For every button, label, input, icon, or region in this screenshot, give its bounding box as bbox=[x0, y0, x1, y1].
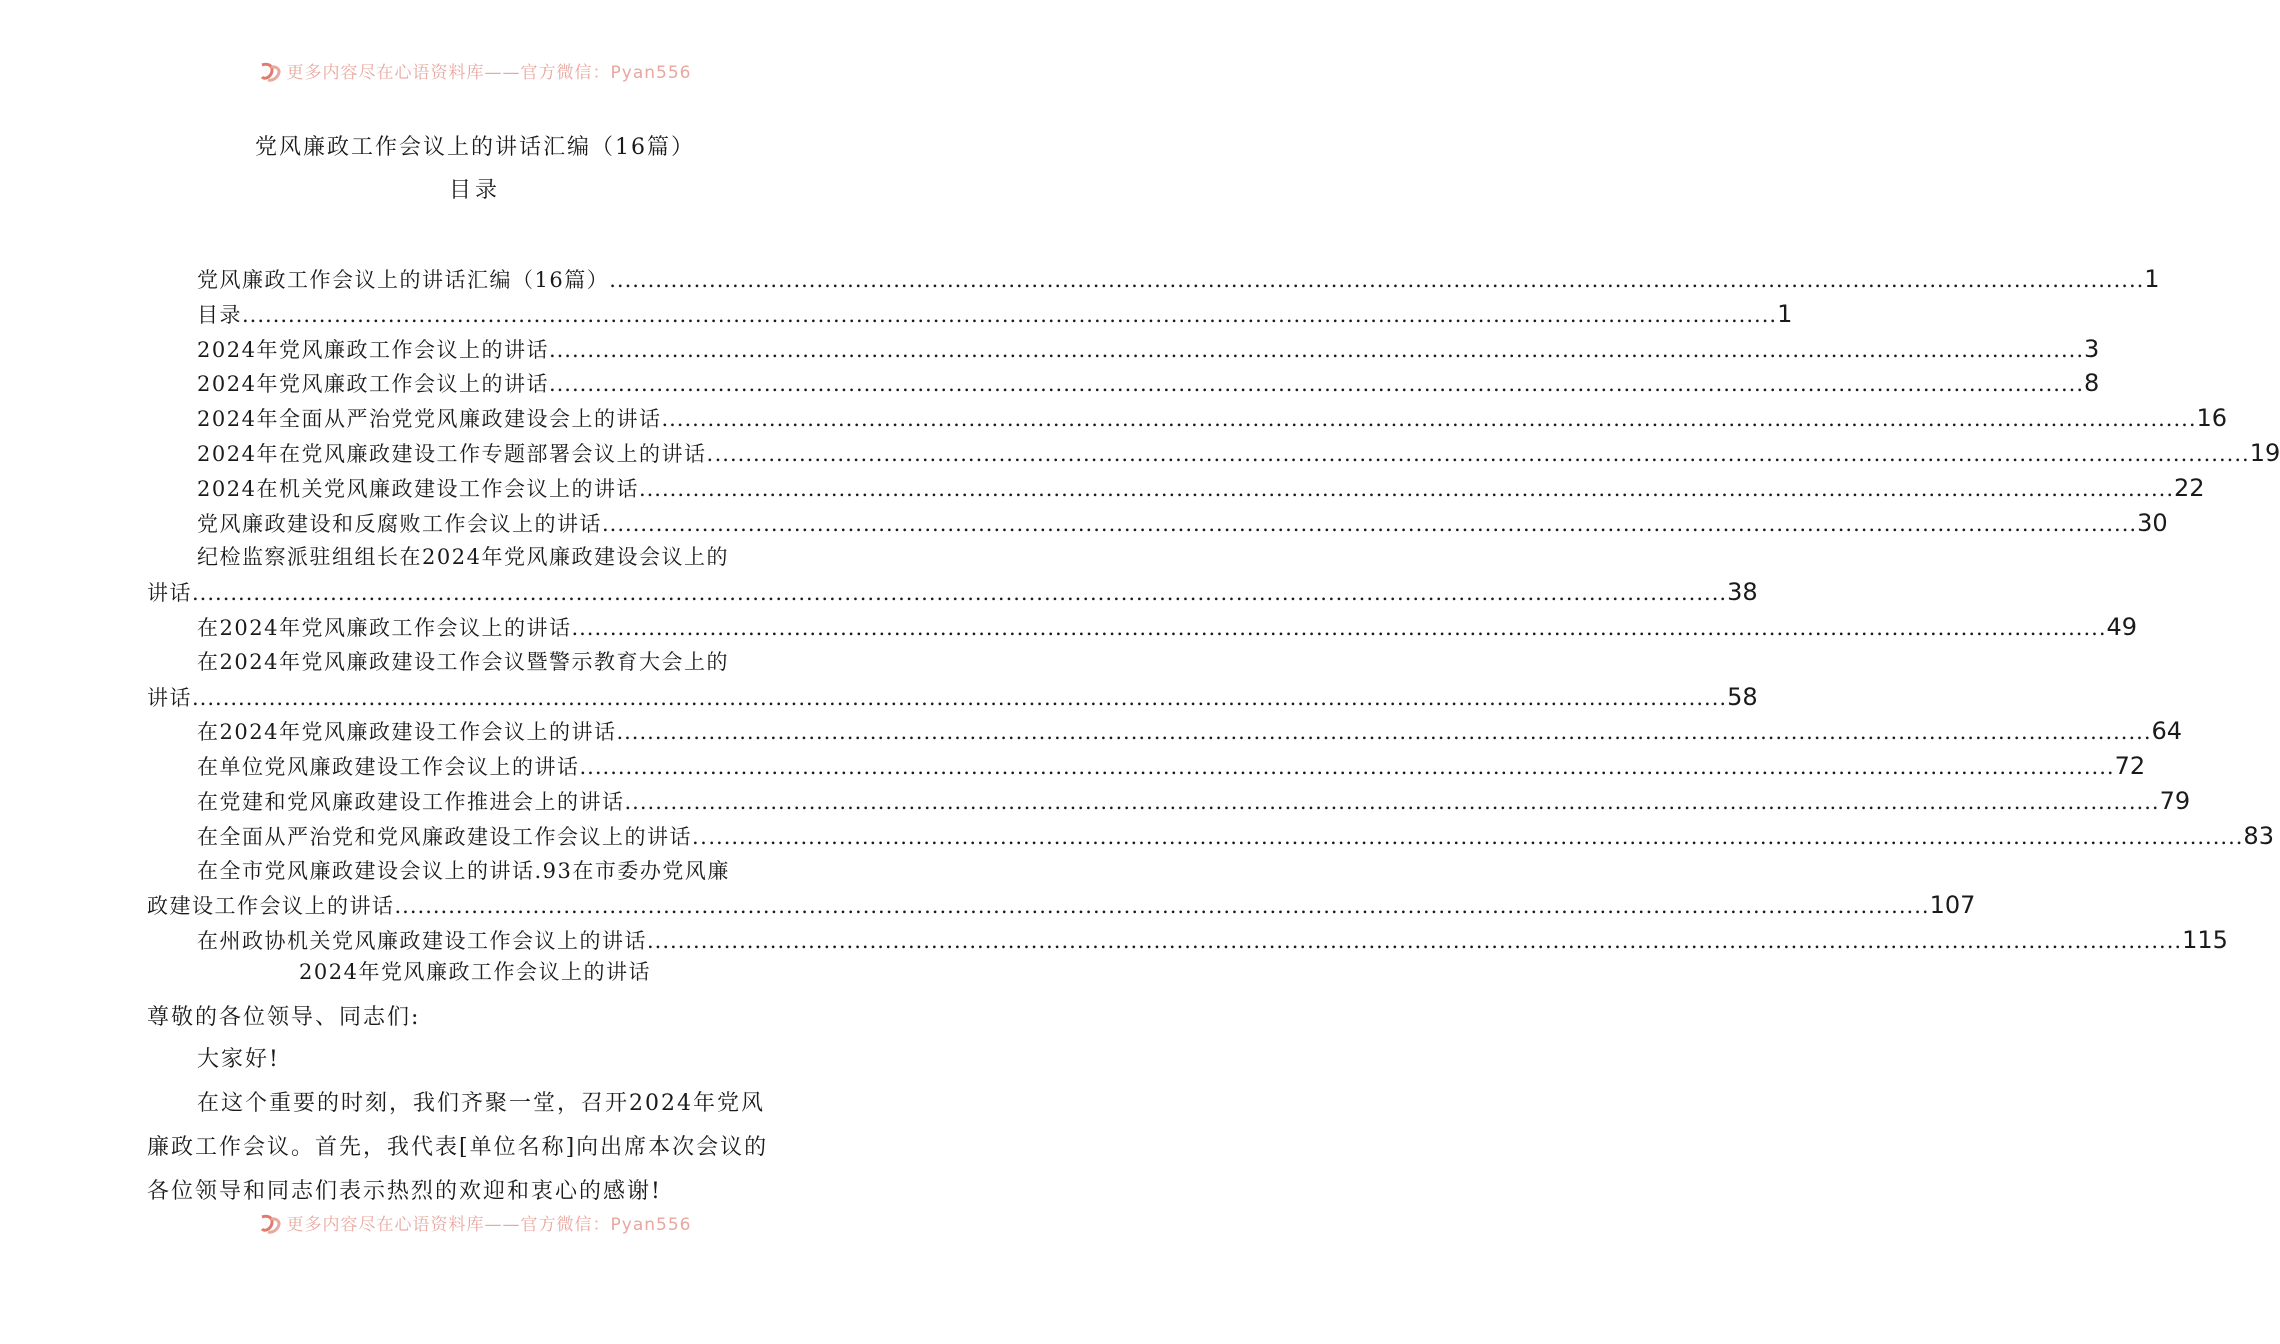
toc-leader-dots: ........................................................................................................................................................................................................ bbox=[394, 894, 1930, 919]
toc-entry-line: 在2024年党风廉政建设工作会议暨警示教育大会上的 bbox=[197, 649, 729, 674]
toc-page-number: 38 bbox=[1727, 578, 1758, 607]
toc-entry-line: 在全市党风廉政建设会议上的讲话.93在市委办党风廉 bbox=[197, 858, 730, 883]
logo-icon bbox=[259, 1213, 283, 1235]
toc-page-number: 83 bbox=[2243, 821, 2274, 850]
logo-icon bbox=[259, 61, 283, 83]
paragraph-line-2: 廉政工作会议。首先，我代表[单位名称]向出席本次会议的 bbox=[147, 1135, 769, 1160]
toc-page-number: 8 bbox=[2084, 369, 2100, 398]
paragraph-line-3: 各位领导和同志们表示热烈的欢迎和衷心的感谢! bbox=[147, 1179, 662, 1204]
toc-entry[interactable] bbox=[197, 262, 2160, 296]
toc-leader-dots: ........................................................................................................................................................................................................ bbox=[548, 337, 2085, 362]
toc-page-number: 107 bbox=[1929, 891, 1976, 920]
toc-entry[interactable] bbox=[197, 506, 2168, 540]
toc-page-number: 1 bbox=[1777, 299, 1793, 328]
toc-leader-dots: ........................................................................................................................................................................................................ bbox=[609, 268, 2145, 292]
toc-entry-title: 党风廉政工作会议上的讲话汇编（16篇） bbox=[197, 268, 610, 292]
toc-entry[interactable] bbox=[147, 888, 1976, 922]
salutation: 尊敬的各位领导、同志们: bbox=[147, 1005, 421, 1030]
toc-leader-dots: ........................................................................................................................................................................................................ bbox=[714, 442, 2250, 466]
watermark-id: Pyan556 bbox=[610, 63, 692, 83]
document-title: 党风廉政工作会议上的讲话汇编（16篇） bbox=[255, 135, 695, 160]
toc-entry-title: 在2024年党风廉政工作会议上的讲话 bbox=[197, 616, 572, 640]
watermark-header bbox=[0, 58, 950, 83]
toc-entry-title: 政建设工作会议上的讲话 bbox=[147, 894, 395, 919]
toc-entry-title: 在州政协机关党风廉政建设工作会议上的讲话 bbox=[197, 929, 647, 954]
toc-entry[interactable] bbox=[197, 784, 2191, 818]
toc-page-number: 58 bbox=[1727, 682, 1758, 711]
toc-leader-dots: ........................................................................................................................................................................................................ bbox=[242, 302, 1778, 327]
toc-leader-dots: ........................................................................................................................................................................................................ bbox=[624, 790, 2160, 814]
toc-leader-dots: ........................................................................................................................................................................................................ bbox=[579, 755, 2115, 780]
toc-entry-title: 党风廉政建设和反腐败工作会议上的讲话 bbox=[197, 511, 602, 536]
toc-leader-dots: ........................................................................................................................................................................................................ bbox=[602, 511, 2138, 536]
toc-leader-dots: ........................................................................................................................................................................................................ bbox=[548, 372, 2085, 397]
toc-page-number: 79 bbox=[2159, 787, 2191, 815]
greeting: 大家好! bbox=[197, 1047, 280, 1072]
toc-entry-title: 2024年党风廉政工作会议上的讲话 bbox=[197, 337, 549, 362]
toc-page-number: 1 bbox=[2144, 265, 2160, 293]
watermark-id: Pyan556 bbox=[610, 1215, 692, 1235]
section-title: 2024年党风廉政工作会议上的讲话 bbox=[299, 960, 651, 984]
toc-page-number: 72 bbox=[2114, 752, 2146, 781]
toc-entry-title: 在2024年党风廉政建设工作会议上的讲话 bbox=[197, 720, 617, 745]
toc-entry[interactable] bbox=[197, 714, 2183, 748]
toc-entry[interactable] bbox=[197, 749, 2146, 783]
toc-entry[interactable] bbox=[197, 471, 2205, 505]
toc-entry-title: 目录 bbox=[197, 302, 242, 327]
toc-entry-title: 2024年全面从严治党党风廉政建设会上的讲话 bbox=[197, 407, 662, 432]
toc-entry-title: 讲话 bbox=[147, 581, 192, 606]
paragraph-line-1: 在这个重要的时刻，我们齐聚一堂，召开2024年党风 bbox=[197, 1091, 765, 1116]
watermark-text: 更多内容尽在心语资料库——官方微信： bbox=[286, 63, 611, 83]
toc-leader-dots: ........................................................................................................................................................................................................ bbox=[616, 720, 2152, 745]
toc-entry[interactable] bbox=[197, 297, 1793, 331]
toc-entry[interactable] bbox=[197, 366, 2100, 400]
toc-leader-dots: ........................................................................................................................................................................................................ bbox=[192, 685, 1728, 710]
toc-leader-dots: ........................................................................................................................................................................................................ bbox=[638, 476, 2175, 501]
toc-entry-title: 在全面从严治党和党风廉政建设工作会议上的讲话.. bbox=[197, 824, 709, 849]
toc-entry[interactable] bbox=[147, 575, 1758, 609]
toc-heading: 目录 bbox=[448, 178, 501, 203]
toc-leader-dots: ........................................................................................................................................................................................................ bbox=[708, 824, 2244, 849]
toc-entry[interactable] bbox=[197, 436, 2280, 470]
toc-entry[interactable] bbox=[147, 680, 1758, 714]
toc-leader-dots: ........................................................................................................................................................................................................ bbox=[661, 407, 2197, 432]
toc-page-number: 22 bbox=[2174, 473, 2205, 502]
toc-entry[interactable] bbox=[197, 610, 2138, 644]
watermark-text: 更多内容尽在心语资料库——官方微信： bbox=[286, 1215, 611, 1235]
toc-page-number: 30 bbox=[2137, 508, 2168, 537]
toc-entry-title: 2024在机关党风廉政建设工作会议上的讲话 bbox=[197, 476, 639, 501]
toc-page-number: 3 bbox=[2084, 334, 2100, 363]
toc-entry[interactable] bbox=[197, 819, 2274, 853]
toc-entry-title: 讲话 bbox=[147, 685, 192, 710]
toc-leader-dots: ........................................................................................................................................................................................................ bbox=[571, 616, 2107, 640]
toc-entry-title: 在单位党风廉政建设工作会议上的讲话 bbox=[197, 755, 580, 780]
toc-leader-dots: ........................................................................................................................................................................................................ bbox=[192, 581, 1728, 606]
toc-page-number: 64 bbox=[2151, 717, 2183, 746]
watermark-footer bbox=[0, 1210, 950, 1235]
toc-page-number: 16 bbox=[2196, 404, 2228, 433]
toc-entry[interactable] bbox=[197, 332, 2100, 366]
toc-entry-title: 在党建和党风廉政建设工作推进会上的讲话 bbox=[197, 790, 625, 814]
toc-page-number: 19 bbox=[2249, 439, 2280, 467]
toc-leader-dots: ........................................................................................................................................................................................................ bbox=[647, 929, 2183, 954]
toc-page-number: 115 bbox=[2182, 926, 2228, 955]
toc-entry-title: 2024年在党风廉政建设工作专题部署会议上的讲话. bbox=[197, 442, 715, 466]
toc-entry[interactable] bbox=[197, 923, 2228, 957]
toc-entry-title: 2024年党风廉政工作会议上的讲话 bbox=[197, 372, 549, 397]
toc-entry[interactable] bbox=[197, 401, 2228, 435]
toc-entry-line: 纪检监察派驻组组长在2024年党风廉政建设会议上的 bbox=[197, 545, 729, 570]
toc-page-number: 49 bbox=[2106, 613, 2138, 641]
